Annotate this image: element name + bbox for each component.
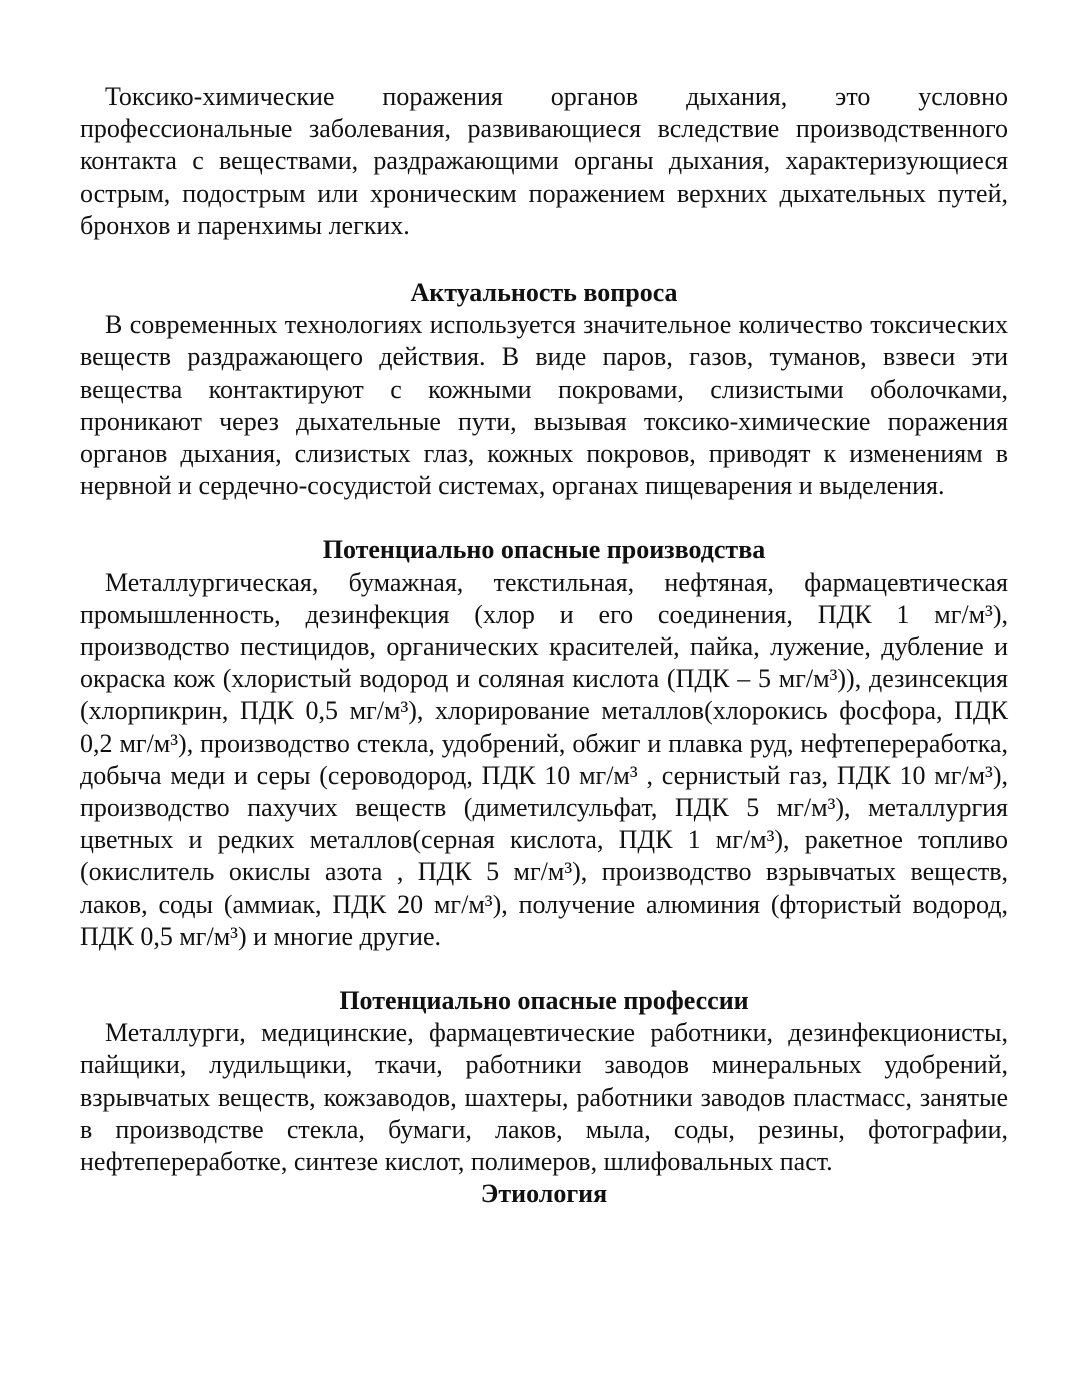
heading-relevance: Актуальность вопроса — [410, 278, 678, 308]
professions-paragraph: Металлурги, медицинские, фармацевтические работники, дезинфекционисты, пайщики, лудильщики, ткачи, работники заводов минеральных удобрений, взрывчатых веществ, кожзаводов, шахтеры, работники заводов пластмасс, занятые в производстве стекла, бумаги, лаков, мыла, соды, резины, фотографии, нефтепереработке, синтезе кислот, полимеров, шлифовальных паст. — [80, 1018, 1008, 1177]
heading-industries: Потенциально опасные производства — [322, 535, 766, 565]
industries-paragraph: Металлургическая, бумажная, текстильная, нефтяная, фармацевтическая промышленность, дезинфекция (хлор и его соединения, ПДК 1 мг/м³), производство пестицидов, органических красителей, пайка, лужение, дубление и окраска кож (хлористый водород и соляная кислота (ПДК – 5 мг/м³)), дезинсекция (хлорпикрин, ПДК 0,5 мг/м³), хлорирование металлов(хлорокись фосфора, ПДК 0,2 мг/м³), производство стекла, удобрений, обжиг и плавка руд, нефтепереработка, добыча меди и серы (сероводород, ПДК 10 мг/м³ , сернистый газ, ПДК 10 мг/м³), производство пахучих веществ (диметилсульфат, ПДК 5 мг/м³), металлургия цветных и редких металлов(серная кислота, ПДК 1 мг/м³), ракетное топливо (окислитель окислы азота , ПДК 5 мг/м³), производство взрывчатых веществ, лаков, соды (аммиак, ПДК 20 мг/м³), получение алюминия (фтористый водород, ПДК 0,5 мг/м³) и многие другие. — [80, 567, 1008, 951]
heading-etiology: Этиология — [480, 1179, 608, 1209]
intro-paragraph: Токсико-химические поражения органов дыхания, это условно профессиональные заболевания, развивающиеся вследствие производственного контакта с веществами, раздражающими органы дыхания, характеризующиеся острым, подострым или хроническим поражением верхних дыхательных путей, бронхов и паренхимы легких. — [80, 82, 1008, 240]
spacer — [80, 502, 1008, 534]
spacer — [80, 242, 1008, 277]
relevance-paragraph: В современных технологиях используется значительное количество токсических веществ раздражающего действия. В виде паров, газов, туманов, взвеси эти вещества контактируют с кожными покровами, слизистыми оболочками, проникают через дыхательные пути, вызывая токсико-химические поражения органов дыхания, слизистых глаз, кожных покровов, приводят к изменениям в нервной и сердечно-сосудистой системах, органах пищеварения и выделения. — [80, 310, 1008, 501]
document-page — [80, 81, 1008, 1211]
spacer — [80, 953, 1008, 985]
heading-professions: Потенциально опасные профессии — [339, 986, 749, 1016]
